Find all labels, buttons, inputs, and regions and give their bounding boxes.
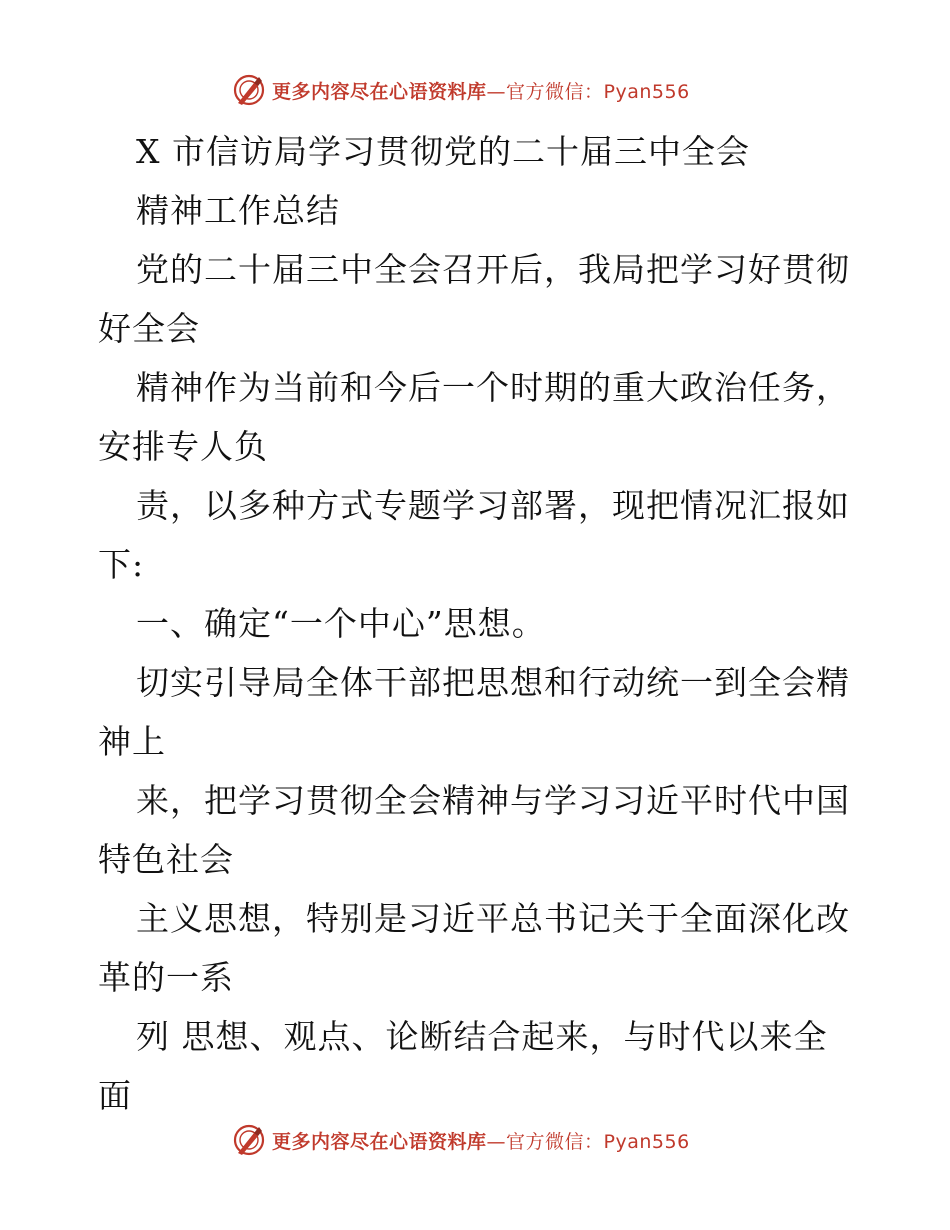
paragraph-line: 切实引导局全体干部把思想和行动统一到全会精 [136, 663, 850, 702]
pen-logo-icon [232, 73, 266, 107]
paragraph-line: 安排专人负 [98, 427, 268, 466]
paragraph-line: 下: [98, 545, 145, 584]
document-body [98, 122, 858, 1125]
paragraph-line: 面 [98, 1076, 132, 1115]
paragraph-line: 神上 [98, 722, 166, 761]
paragraph-line: 革的一系 [98, 958, 234, 997]
paragraph-line: 特色社会 [98, 840, 234, 879]
paragraph-line: 好全会 [98, 309, 200, 348]
pen-logo-icon [232, 1123, 266, 1157]
header-watermark-banner [232, 72, 690, 108]
title-line-2: 精神工作总结 [136, 191, 340, 230]
section-heading: 一、确定“一个中心”思想。 [136, 604, 546, 643]
paragraph-line: 来，把学习贯彻全会精神与学习习近平时代中国 [136, 781, 850, 820]
footer-watermark-banner [232, 1122, 690, 1158]
header-watermark-text: 更多内容尽在心语资料库—官方微信：Pyan556 [272, 80, 690, 103]
paragraph-line: 精神作为当前和今后一个时期的重大政治任务， [136, 368, 850, 407]
paragraph-line: 党的二十届三中全会召开后，我局把学习好贯彻 [136, 250, 850, 289]
paragraph-line: 责，以多种方式专题学习部署，现把情况汇报如 [136, 486, 850, 525]
title-line-1: X 市信访局学习贯彻党的二十届三中全会 [136, 132, 750, 171]
paragraph-line: 列 思想、观点、论断结合起来，与时代以来全 [136, 1017, 828, 1056]
footer-watermark-text: 更多内容尽在心语资料库—官方微信：Pyan556 [272, 1130, 690, 1153]
paragraph-line: 主义思想，特别是习近平总书记关于全面深化改 [136, 899, 850, 938]
